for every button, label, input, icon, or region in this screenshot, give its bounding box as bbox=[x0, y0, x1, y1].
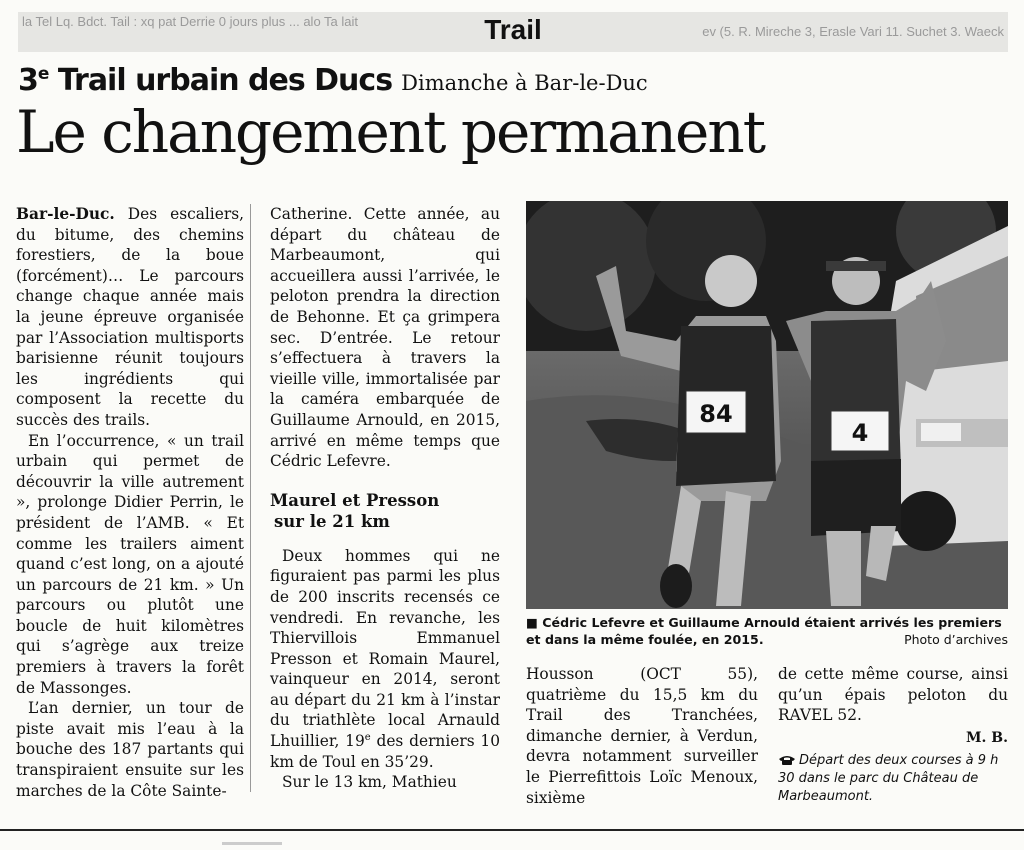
photo-credit: Photo d’archives bbox=[904, 632, 1008, 647]
author-signature: M. B. bbox=[966, 729, 1008, 746]
paragraph: Sur le 13 km, Mathieu bbox=[282, 773, 457, 792]
event-subtitle: Dimanche à Bar-le-Duc bbox=[401, 71, 648, 95]
page-bottom-rule bbox=[0, 829, 1024, 831]
article-headline: Le changement permanent bbox=[16, 98, 765, 166]
column-1 bbox=[16, 204, 251, 800]
section-rubric: Trail bbox=[484, 14, 542, 45]
paragraph: Catherine. Cette année, au départ du château de Marbeaumont, qui accueillera aussi l’arrivée, le peloton prendra la direction de Behonne. Et ça grimpera sec. D’entrée. Le retour s’effectuera à travers la vieille ville, immortalisée par la caméra embarquée de Guillaume Arnould, en 2015, arrivé en même temps que Cédric Lefevre. bbox=[270, 205, 500, 471]
dateline: Bar-le-Duc. bbox=[16, 205, 115, 223]
bib-number-4: 4 bbox=[851, 419, 869, 447]
archive-photo bbox=[526, 201, 1008, 609]
bottom-divider bbox=[222, 842, 282, 845]
column-3 bbox=[526, 664, 758, 808]
paragraph: En l’occurrence, « un trail urbain qui permet de découvrir la ville autrement », prolonge Didier Perrin, le président de l’AMB. « Et comme les trailers aiment quand c’est long, on a ajouté un parcours de 21 km. » Un parcours ou plutôt une boucle de huit kilomètres qui s’agrège aux treize premiers à travers la forêt de Massonges. bbox=[16, 431, 244, 697]
section-rubric-band bbox=[18, 12, 1008, 52]
photo-caption: ■ Cédric Lefevre et Guillaume Arnould étaient arrivés les premiers et dans la même foulée, en 2015. bbox=[526, 615, 1002, 647]
paragraph: Bar-le-Duc. Des escaliers, du bitume, des chemins forestiers, de la boue (forcément)… Le parcours change chaque année mais la jeune épreuve organisée par l’Association multisports barisienne réunit toujours les ingrédients qui composent la recette du succès des trails. bbox=[16, 205, 244, 429]
intertitle: Maurel et Presson sur le 21 km bbox=[270, 490, 440, 531]
rubric-bleed-text-left: la Tel Lq. Bdct. Tail : xq pat Derrie 0 jours plus ... alo Ta lait bbox=[22, 14, 359, 29]
kicker bbox=[18, 63, 648, 98]
practical-info: Départ des deux courses à 9 h 30 dans le parc du Château de Marbeaumont. bbox=[778, 753, 999, 805]
event-name: 3e Trail urbain des Ducs bbox=[18, 63, 393, 98]
paragraph: L’an dernier, un tour de piste avait mis l’eau à la bouche des 187 partants qui transpiraient ensuite sur les marches de la Côte Sainte- bbox=[16, 699, 244, 800]
paragraph: Housson (OCT 55), quatrième du 15,5 km du Trail des Tranchées, dimanche dernier, à Verdun, devra notamment surveiller le Pierrefittois Loïc Menoux, sixième bbox=[526, 665, 758, 807]
caption-bullet-icon: ■ bbox=[526, 615, 538, 630]
rubric-bleed-text-right: ev (5. R. Mireche 3, Erasle Vari 11. Suchet 3. Waeck bbox=[702, 24, 1004, 39]
column-4 bbox=[778, 664, 1008, 806]
telephone-icon bbox=[778, 754, 796, 765]
column-2 bbox=[270, 204, 500, 793]
paragraph: Deux hommes qui ne figuraient pas parmi les plus de 200 inscrits recensés ce vendredi. En revanche, les Thiervillois Emmanuel Presson et Romain Maurel, vainqueur en 2014, seront au départ du 21 km à l’instar du triathlète local Arnauld Lhuillier, 19e des derniers 10 km de Toul en 35’29. bbox=[270, 546, 500, 771]
bib-number-84: 84 bbox=[699, 400, 733, 428]
paragraph: de cette même course, ainsi qu’un épais peloton du RAVEL 52. bbox=[778, 665, 1008, 725]
runners-photo-illustration bbox=[526, 201, 1008, 609]
